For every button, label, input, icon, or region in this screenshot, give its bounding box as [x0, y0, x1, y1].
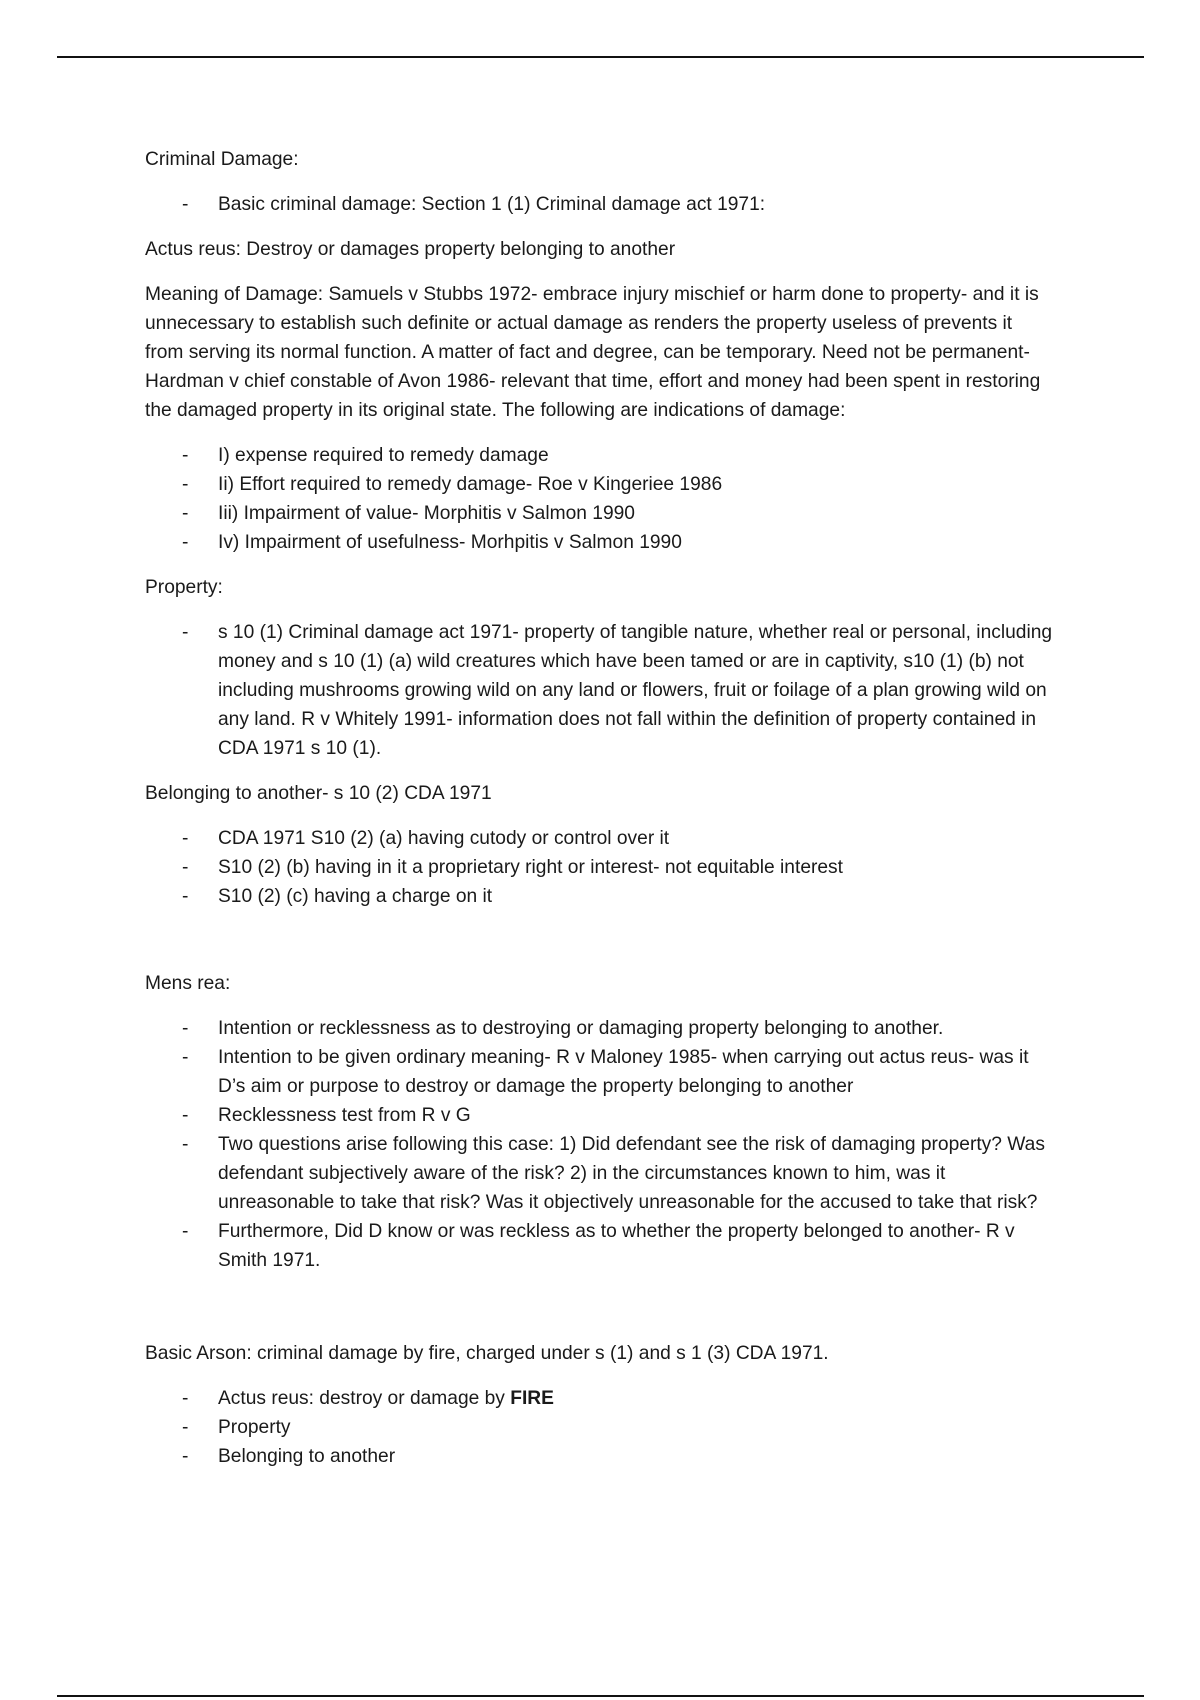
list-item: - Property: [218, 1413, 1055, 1442]
meaning-of-damage-paragraph: Meaning of Damage: Samuels v Stubbs 1972- embrace injury mischief or harm done to property- and it is unnecessary to establish such definite or actual damage as renders the property useless of prevents it from serving its normal function. A matter of fact and degree, can be temporary. Need not be permanent- Hardman v chief constable of Avon 1986- relevant that time, effort and money had been spent in restoring the damaged property in its original state. The following are indications of damage:: [145, 284, 1041, 421]
dash-bullet: -: [182, 474, 189, 495]
arson-heading: Basic Arson: criminal damage by fire, charged under s (1) and s 1 (3) CDA 1971.: [145, 1343, 829, 1364]
actus-reus-paragraph: Actus reus: Destroy or damages property belonging to another: [145, 239, 676, 260]
list-item: - Intention or recklessness as to destroying or damaging property belonging to another.: [218, 1014, 1055, 1043]
dash-bullet: -: [182, 622, 189, 643]
list-item: - Iv) Impairment of usefulness- Morhpitis v Salmon 1990: [218, 528, 1055, 557]
list-item: - Belonging to another: [218, 1442, 1055, 1471]
belonging-heading: Belonging to another- s 10 (2) CDA 1971: [145, 783, 492, 804]
list-item: - s 10 (1) Criminal damage act 1971- property of tangible nature, whether real or personal, including money and s 10 (1) (a) wild creatures which have been tamed or are in captivity, s10 (1) (b) not including mushrooms growing wild on any land or flowers, fruit or foilage of a plan growing wild on any land. R v Whitely 1991- information does not fall within the definition of property contained in CDA 1971 s 10 (1).: [218, 618, 1055, 763]
list-item: - Intention to be given ordinary meaning- R v Maloney 1985- when carrying out actus reus- was it D’s aim or purpose to destroy or damage the property belonging to another: [218, 1043, 1055, 1101]
list-item: - Ii) Effort required to remedy damage- Roe v Kingeriee 1986: [218, 470, 1055, 499]
dash-bullet: -: [182, 1221, 189, 1242]
property-list: [145, 618, 1055, 763]
footer-rule: [57, 1695, 1144, 1697]
basic-criminal-damage-list: [145, 190, 1055, 219]
dash-bullet: -: [182, 1018, 189, 1039]
dash-bullet: -: [182, 503, 189, 524]
arson-list: [145, 1384, 1055, 1471]
section-heading-criminal-damage: Criminal Damage:: [145, 149, 299, 170]
dash-bullet: -: [182, 1417, 189, 1438]
list-item: - CDA 1971 S10 (2) (a) having cutody or control over it: [218, 824, 1055, 853]
list-item: - I) expense required to remedy damage: [218, 441, 1055, 470]
dash-bullet: -: [182, 532, 189, 553]
list-item: - Recklessness test from R v G: [218, 1101, 1055, 1130]
document-body: [145, 145, 1055, 1487]
belonging-list: [145, 824, 1055, 911]
list-item: - S10 (2) (b) having in it a proprietary right or interest- not equitable interest: [218, 853, 1055, 882]
dash-bullet: -: [182, 1134, 189, 1155]
damage-indications-list: [145, 441, 1055, 557]
dash-bullet: -: [182, 857, 189, 878]
dash-bullet: -: [182, 1105, 189, 1126]
emphasis-fire: FIRE: [510, 1388, 554, 1409]
dash-bullet: -: [182, 1446, 189, 1467]
header-rule: [57, 56, 1144, 58]
mens-rea-list: [145, 1014, 1055, 1275]
dash-bullet: -: [182, 1047, 189, 1068]
mens-rea-heading: Mens rea:: [145, 973, 231, 994]
blank-line: [145, 1291, 1055, 1339]
list-item: - Furthermore, Did D know or was reckless as to whether the property belonged to another- R v Smith 1971.: [218, 1217, 1055, 1275]
dash-bullet: -: [182, 194, 189, 215]
blank-line: [145, 927, 1055, 969]
dash-bullet: -: [182, 1388, 189, 1409]
list-item: - Actus reus: destroy or damage by FIRE: [218, 1384, 1055, 1413]
list-item: - Two questions arise following this case: 1) Did defendant see the risk of damaging property? Was defendant subjectively aware of the risk? 2) in the circumstances known to him, was it unreasonable to take that risk? Was it objectively unreasonable for the accused to take that risk?: [218, 1130, 1055, 1217]
dash-bullet: -: [182, 828, 189, 849]
list-item: - Iii) Impairment of value- Morphitis v Salmon 1990: [218, 499, 1055, 528]
list-item: - Basic criminal damage: Section 1 (1) Criminal damage act 1971:: [218, 190, 1055, 219]
property-heading: Property:: [145, 577, 223, 598]
dash-bullet: -: [182, 445, 189, 466]
dash-bullet: -: [182, 886, 189, 907]
list-item: - S10 (2) (c) having a charge on it: [218, 882, 1055, 911]
